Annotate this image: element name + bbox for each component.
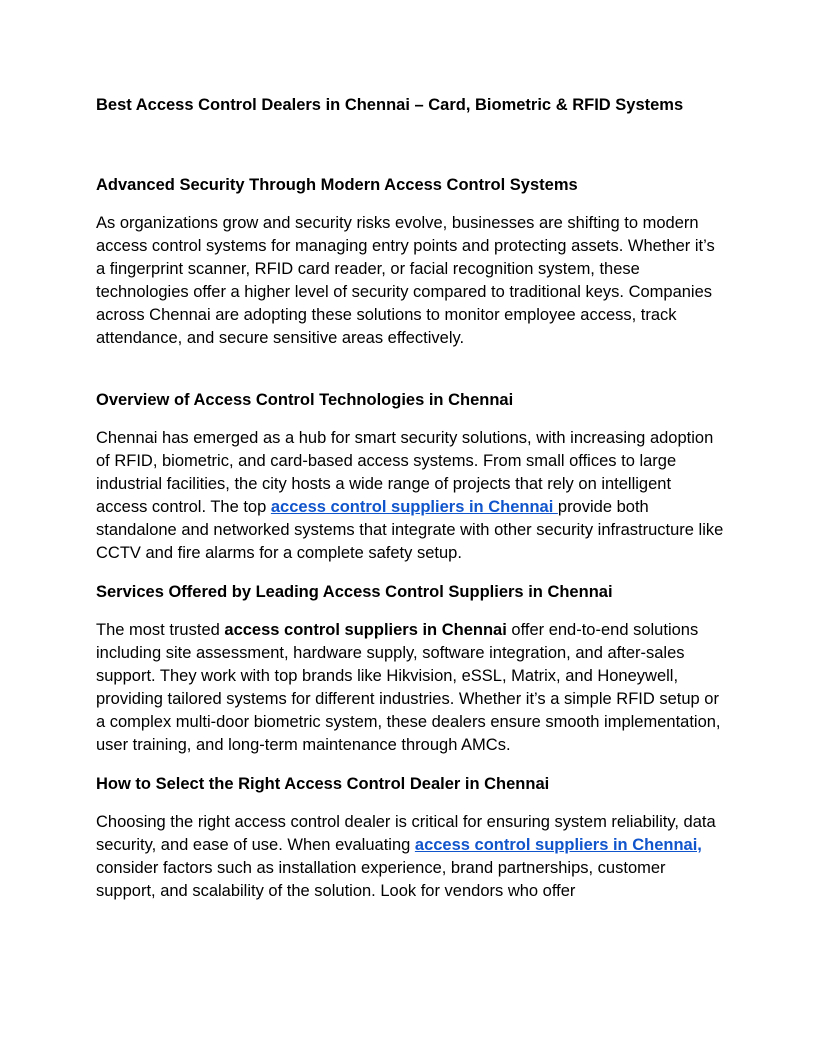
access-control-suppliers-link-2[interactable]: access control suppliers in Chennai,	[414, 836, 702, 854]
section-heading-overview: Overview of Access Control Technologies in Chennai	[96, 391, 514, 409]
section-paragraph-how-to-select	[96, 811, 726, 903]
document-title: Best Access Control Dealers in Chennai – Card, Biometric & RFID Systems	[96, 96, 684, 114]
section-paragraph-overview	[96, 427, 726, 565]
overview-text-before: Chennai has emerged as a hub for smart security solutions, with increasing adoption of RFID, biometric, and card-based access systems. From small offices to large industrial facilities, the city hosts a wide range of projects that rely on intelligent access control. The top	[96, 429, 714, 516]
section-heading-how-to-select: How to Select the Right Access Control Dealer in Chennai	[96, 775, 550, 793]
section-paragraph-services	[96, 619, 726, 757]
services-bold-phrase: access control suppliers in Chennai	[224, 621, 507, 639]
select-text-before: Choosing the right access control dealer is critical for ensuring system reliability, data security, and ease of use. When evaluating	[96, 813, 716, 854]
select-text-after: consider factors such as installation experience, brand partnerships, customer support, and scalability of the solution. Look for vendors who offer	[96, 859, 666, 900]
section-paragraph-advanced-security: As organizations grow and security risks evolve, businesses are shifting to modern access control systems for managing entry points and protecting assets. Whether it’s a fingerprint scanner, RFID card reader, or facial recognition system, these technologies offer a higher level of security compared to traditional keys. Companies across Chennai are adopting these solutions to monitor employee access, track attendance, and secure sensitive areas effectively.	[96, 214, 715, 347]
services-text-after: offer end-to-end solutions including site assessment, hardware supply, software integration, and after-sales support. They work with top brands like Hikvision, eSSL, Matrix, and Honeywell, providing tailored systems for different industries. Whether it’s a simple RFID setup or a complex multi-door biometric system, these dealers ensure smooth implementation, user training, and long-term maintenance through AMCs.	[96, 621, 721, 754]
section-heading-advanced-security: Advanced Security Through Modern Access Control Systems	[96, 176, 578, 194]
overview-text-after: provide both standalone and networked systems that integrate with other security infrastructure like CCTV and fire alarms for a complete safety setup.	[96, 498, 724, 562]
document-body	[96, 94, 726, 903]
services-text-before: The most trusted	[96, 621, 225, 639]
section-heading-services: Services Offered by Leading Access Control Suppliers in Chennai	[96, 583, 613, 601]
access-control-suppliers-link[interactable]: access control suppliers in Chennai	[270, 498, 558, 516]
